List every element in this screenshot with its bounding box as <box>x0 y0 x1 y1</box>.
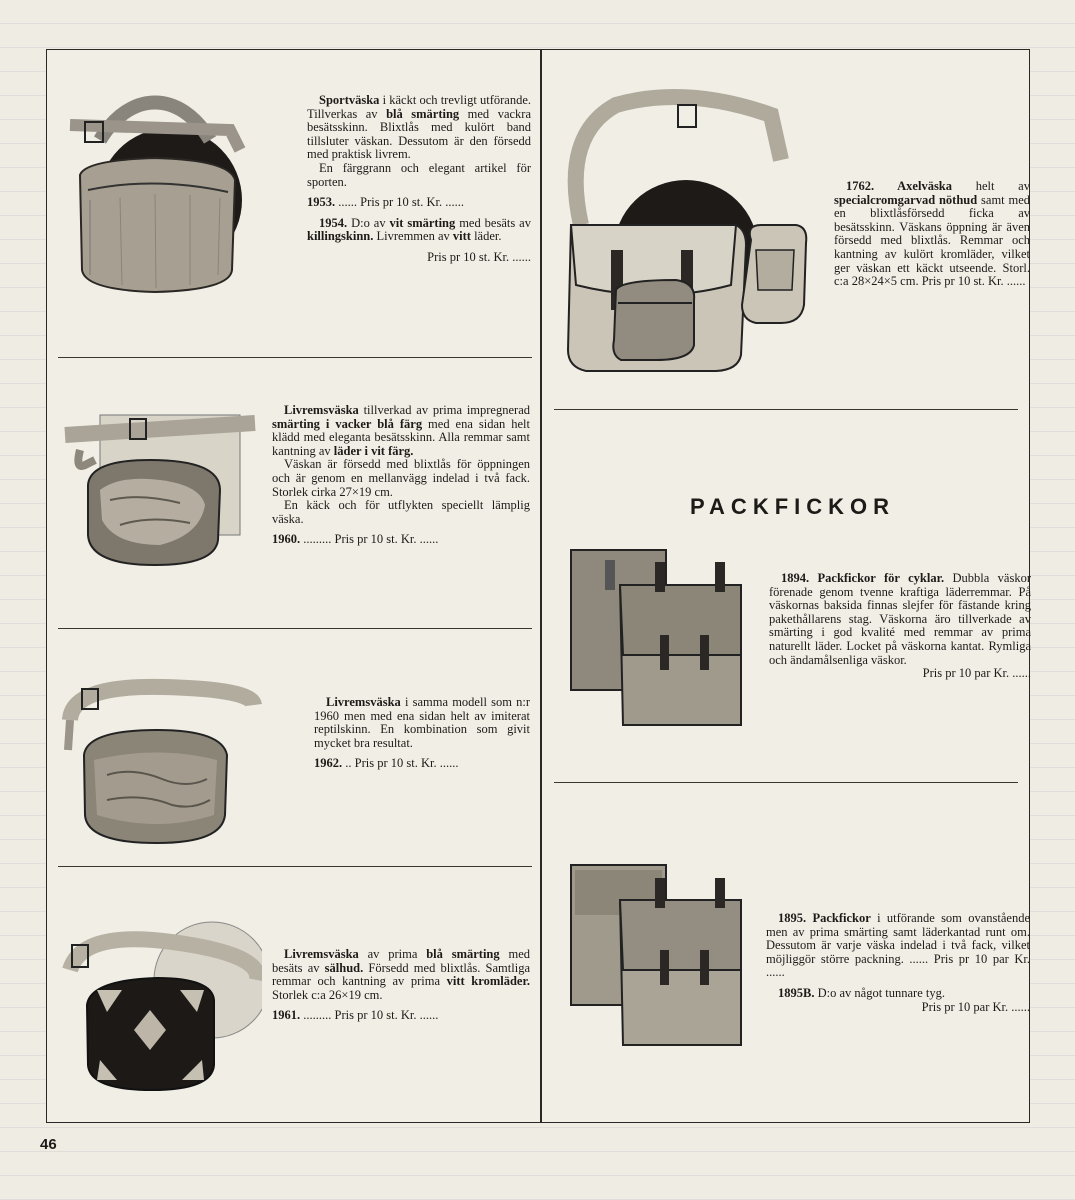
liv1961-bold-1: blå smärting <box>426 947 500 961</box>
sport-bag-description <box>307 94 531 265</box>
price-line-1960 <box>272 533 530 547</box>
page-number: 46 <box>40 1136 57 1153</box>
liv1960-bold-1: smärting i vacker blå färg <box>272 416 423 431</box>
price-label: Pris pr 10 st. Kr. <box>427 249 510 264</box>
sport-text-2: med vackra besätsskinn. Blixtlås med kulört band tillsluter väskan. Dessutom är den försedd med praktisk livrem. <box>307 106 531 162</box>
dots: ...... <box>1009 666 1031 681</box>
sport-text-6: Livremmen av <box>373 229 453 244</box>
shoulder-bag-illustration <box>556 75 826 395</box>
pack1895-text-2: D:o av något tunnare tyg. <box>814 985 945 1000</box>
item-number-1961: 1961. <box>272 1008 301 1023</box>
pannier-1894-description <box>769 572 1031 681</box>
price-label: Pris pr 10 st. Kr. <box>334 1008 417 1023</box>
sport-bold-1: blå smärting <box>386 106 460 121</box>
dots: .. <box>342 756 355 771</box>
sport-text-5: med besäts av <box>455 215 531 230</box>
liv1960-text-3: Väskan är försedd med blixtlås för öppningen och är genom en mellanvägg indelad i två fack. Storlek cirka 27×19 cm. <box>272 457 530 499</box>
divider-left-2 <box>58 628 532 629</box>
price-line-1961 <box>272 1009 530 1023</box>
dots: ...... <box>1003 274 1026 289</box>
price-label: Pris pr 10 st. Kr. <box>360 195 443 210</box>
item-number-1895: 1895. <box>778 911 807 925</box>
sport-text-3: En färggrann och elegant artikel för sporten. <box>307 160 531 189</box>
price-label: Pris pr 10 par Kr. <box>922 666 1010 681</box>
belt-bag-1962-illustration <box>62 675 262 850</box>
price-label: Pris pr 10 st. Kr. <box>921 274 1004 289</box>
axel-text-2: samt med en blixtlåsförsedd ficka av besätsskinn. Väskans öppning är även försedd med blixtlås. Remmar och kantning av kulört kromläder, vilket ger väskan ett käckt utseende. Storl. c:a 28×24×5 cm. <box>834 192 1030 289</box>
price-line-1953 <box>307 196 531 210</box>
dots: ...... <box>903 951 934 966</box>
liv1960-text-2: med ena sidan helt klädd med eleganta besätsskinn. Alla remmar samt kantning av <box>272 416 530 458</box>
item-number-1894: 1894. <box>781 571 810 585</box>
item-number-1960: 1960. <box>272 532 301 547</box>
sport-bold-2: vit smärting <box>389 215 456 230</box>
divider-left-3 <box>58 866 532 867</box>
dots: ...... <box>509 249 531 264</box>
liv1961-bold-3: vitt kromläder. <box>446 974 530 989</box>
sport-text-4: D:o av <box>347 215 390 230</box>
price-line-1894 <box>769 667 1031 681</box>
pannier-1894-title: Packfickor för cyklar. <box>809 571 945 585</box>
liv1961-bold-2: sälhud. <box>324 960 364 975</box>
item-number-1953: 1953. <box>307 195 336 210</box>
dots: ...... <box>436 756 459 771</box>
price-line-1954 <box>307 251 531 265</box>
item-number-1895b: 1895B. <box>778 985 815 1000</box>
liv1961-text-3: Försedd med blixtlås. Samtliga remmar och kantning av prima <box>272 960 530 989</box>
axel-text-1: helt av <box>952 179 1030 193</box>
price-label: Pris pr 10 par Kr. <box>921 999 1009 1014</box>
belt-bag-1960-title: Livremsväska <box>284 403 359 417</box>
sport-bag-title: Sportväska <box>319 93 380 107</box>
price-label: Pris pr 10 st. Kr. <box>354 756 437 771</box>
pack1894-text-1: Dubbla väskor förenade genom tvenne kraftiga läderremmar. På väskornas baksida finnas slejfer för fästande kring pakethållarens stag. Väskorna äro tillverkade av smärting i god kvalité med remmar av prima naturellt läder. Locket på väskorna kantat. Rymliga och ändamålsenliga väskor. <box>769 571 1032 667</box>
sport-bold-3: killingskinn. <box>307 229 374 244</box>
pannier-1894-illustration <box>565 540 745 740</box>
pannier-1895-illustration <box>565 860 745 1060</box>
sport-text-1: i käckt och trevligt utförande. Tillverkas av <box>307 93 531 121</box>
axel-bold-1: specialcromgarvad nöthud <box>834 192 978 207</box>
shoulder-bag-title: Axelväska <box>874 179 953 193</box>
column-divider <box>540 49 542 1122</box>
dots: ...... <box>416 1008 439 1023</box>
price-line-1895b <box>766 1001 1030 1015</box>
belt-bag-1961-title: Livremsväska <box>284 947 359 961</box>
liv1961-text-2: med besäts av <box>272 947 530 975</box>
divider-right-2 <box>554 782 1018 783</box>
liv1960-text-1: tillverkad av prima impregnerad <box>358 403 530 417</box>
divider-right-1 <box>554 409 1018 410</box>
liv1962-text-1: i samma modell som n:r 1960 men med ena sidan helt av imiterat reptilskinn. En kombination som givit mycket bra resultat. <box>314 695 530 750</box>
dots: ...... <box>1008 999 1030 1014</box>
divider-left-1 <box>58 357 532 358</box>
price-label: Pris pr 10 par Kr. <box>933 951 1031 966</box>
item-number-1962: 1962. <box>314 756 343 771</box>
item-number-1954: 1954. <box>319 215 348 230</box>
sport-bag-illustration <box>60 80 260 310</box>
liv1960-text-4: En käck och för utflykten speciellt lämplig väska. <box>272 498 530 526</box>
pannier-1895-description <box>766 912 1030 1014</box>
sport-bold-4: vitt <box>452 229 471 244</box>
price-line-1962 <box>314 757 530 771</box>
pannier-1895-title: Packfickor <box>806 911 871 925</box>
dots: ...... <box>335 195 361 210</box>
belt-bag-1960-illustration <box>60 405 260 575</box>
dots: ...... <box>766 965 785 980</box>
dots: ......... <box>300 532 335 547</box>
dots: ......... <box>300 1008 335 1023</box>
price-label: Pris pr 10 st. Kr. <box>334 532 417 547</box>
dots: ...... <box>442 195 464 210</box>
belt-bag-1961-description <box>272 948 530 1023</box>
belt-bag-1960-description <box>272 404 530 547</box>
liv1961-text-1: av prima <box>358 947 427 961</box>
belt-bag-1961-illustration <box>62 920 262 1095</box>
belt-bag-1962-description <box>314 696 530 771</box>
belt-bag-1962-title: Livremsväska <box>326 695 401 709</box>
sport-text-7: läder. <box>470 229 502 244</box>
dots: ...... <box>416 532 439 547</box>
pack1895-text-1: i utförande som ovanstående men av prima smärting samt läderkantad runt om. Dessutom är varje väska indelad i två fack, vilket möjliggör större packning. <box>766 911 1030 966</box>
shoulder-bag-description <box>834 180 1030 289</box>
liv1960-bold-2: läder i vit färg. <box>333 443 414 458</box>
section-heading: PACKFICKOR <box>690 494 896 519</box>
item-number-1762: 1762. <box>846 179 875 193</box>
liv1961-text-4: Storlek c:a 26×19 cm. <box>272 987 383 1002</box>
